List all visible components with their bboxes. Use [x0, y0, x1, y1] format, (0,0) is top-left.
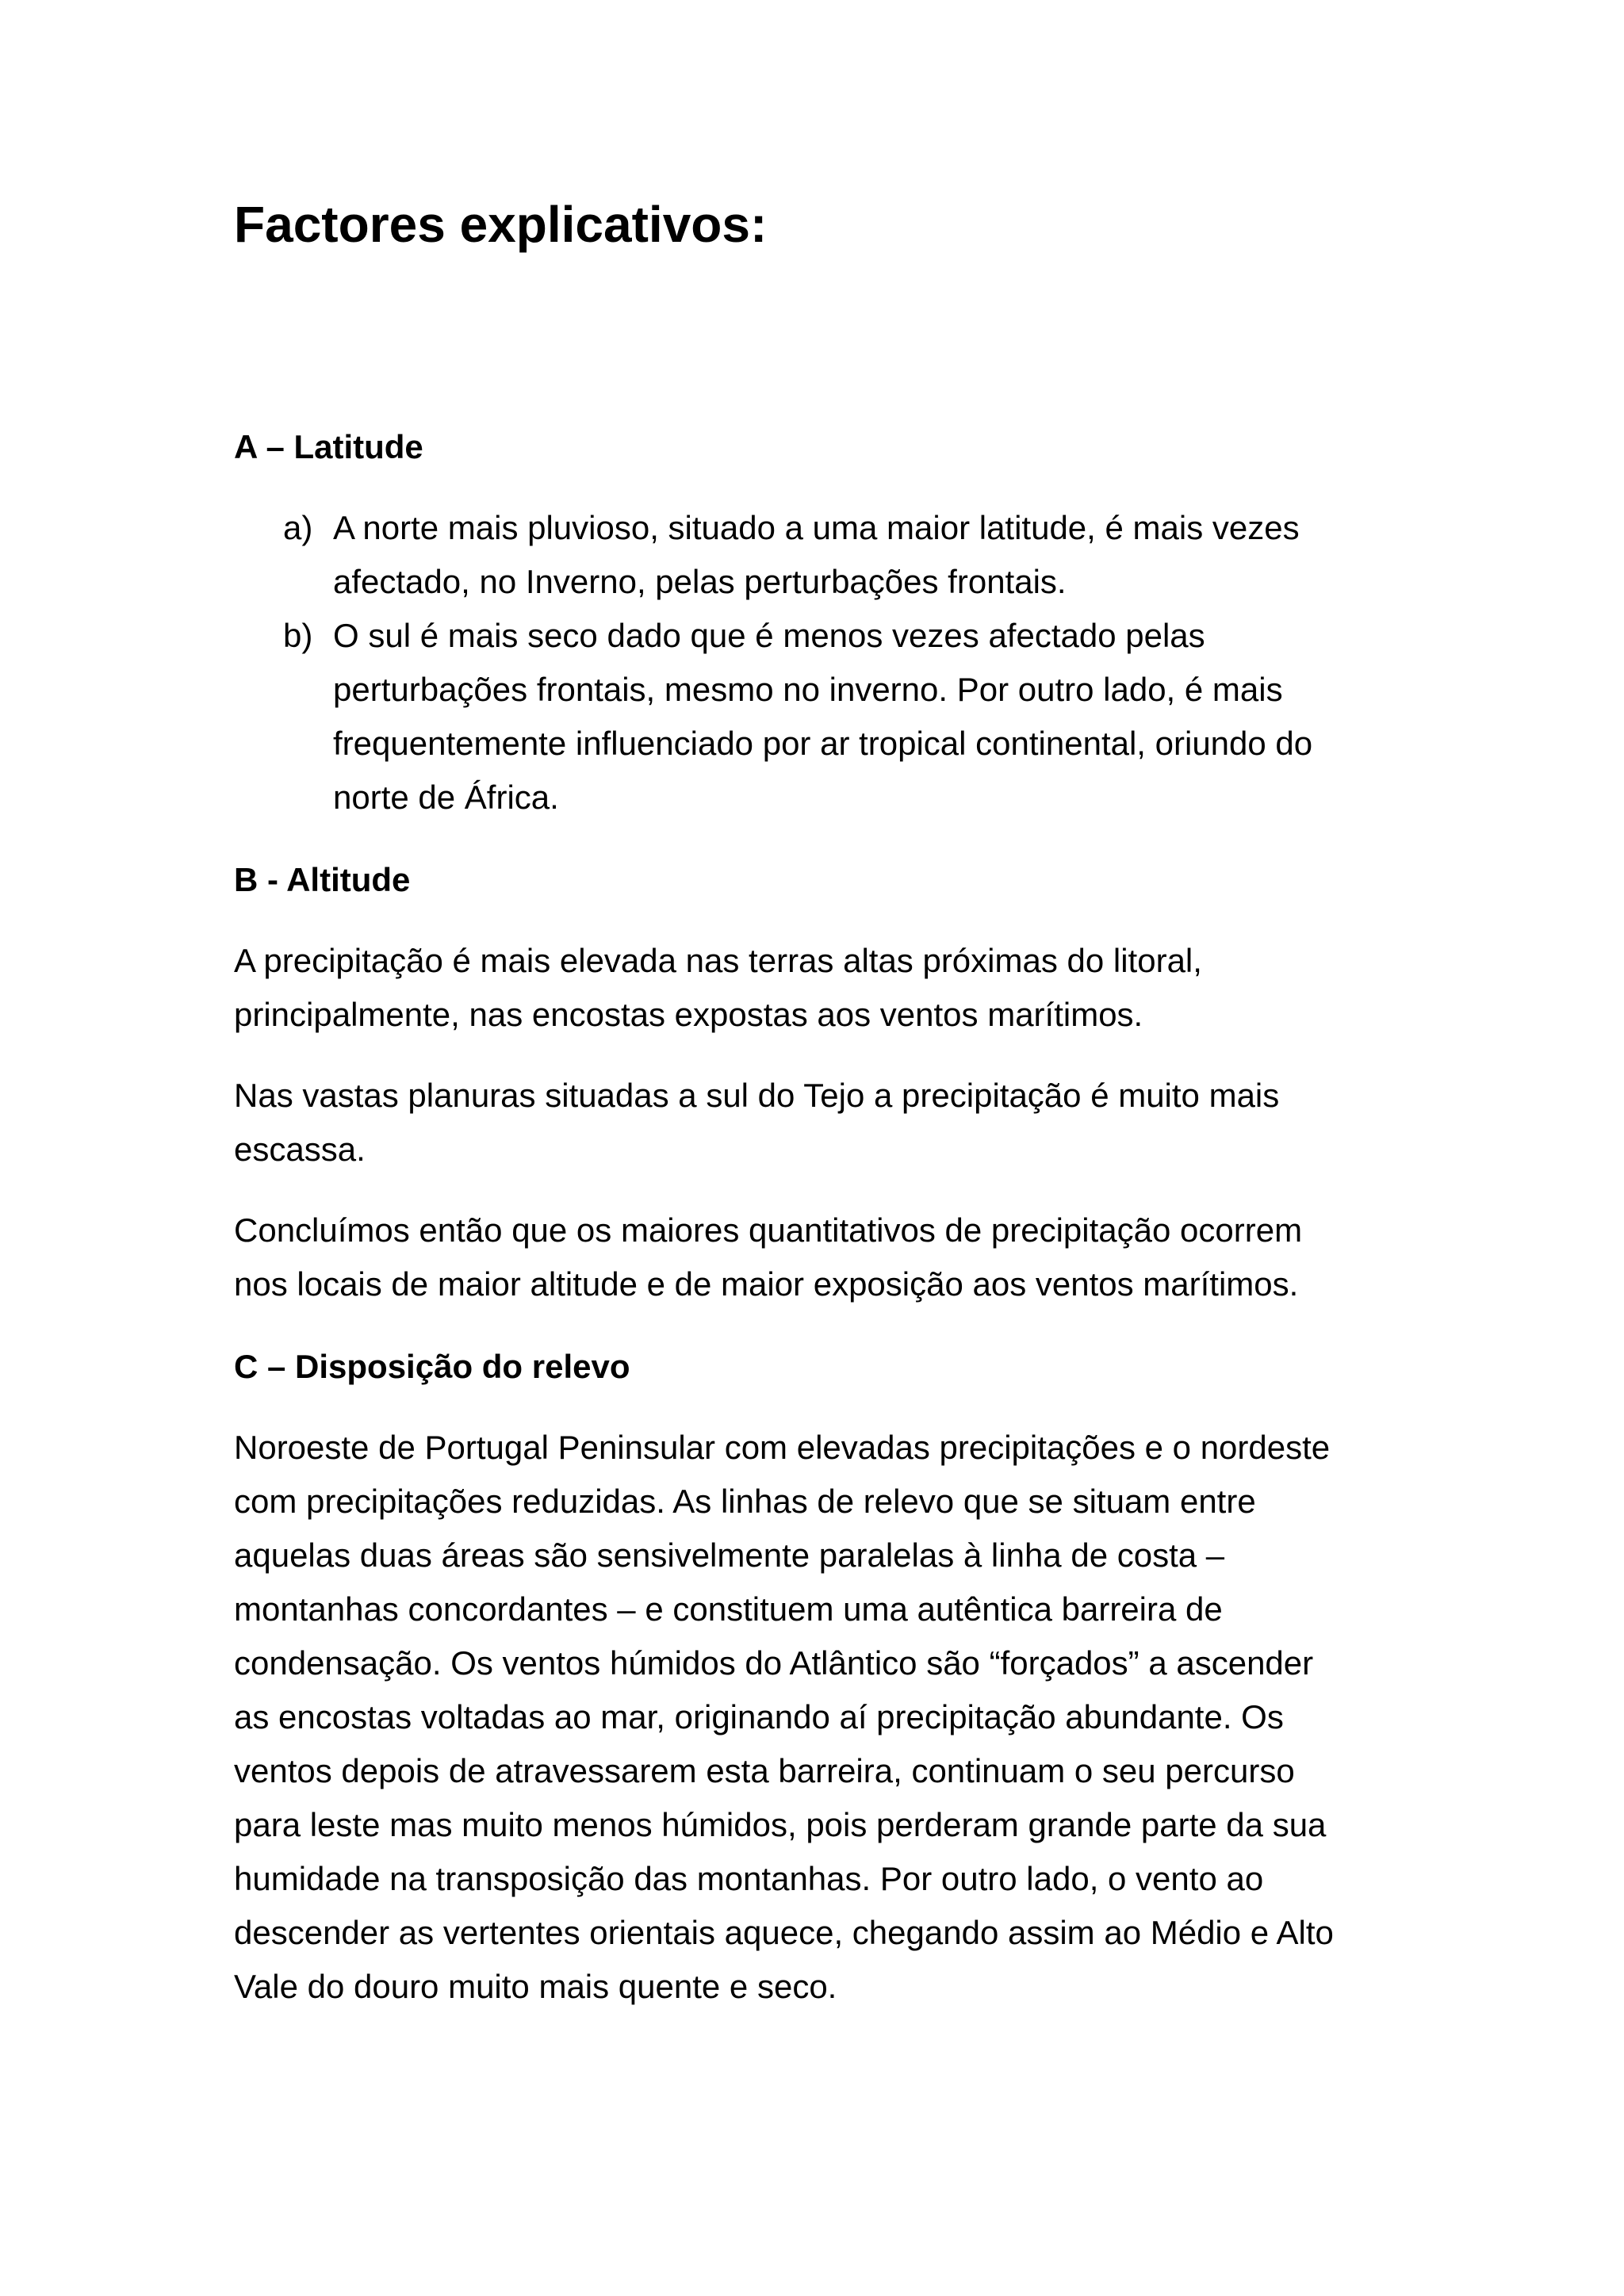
list-item	[234, 501, 1423, 609]
paragraph-line: as encostas voltadas ao mar, originando aí precipitação abundante. Os	[234, 1698, 1284, 1735]
list-item-line: O sul é mais seco dado que é menos vezes afectado pelas	[333, 617, 1205, 654]
paragraph-line: Concluímos então que os maiores quantitativos de precipitação ocorrem	[234, 1211, 1303, 1249]
list-item-line: perturbações frontais, mesmo no inverno. Por outro lado, é mais	[333, 671, 1283, 708]
paragraph-line: humidade na transposição das montanhas. Por outro lado, o vento ao	[234, 1860, 1264, 1897]
list-item-line: afectado, no Inverno, pelas perturbações frontais.	[333, 563, 1067, 600]
paragraph-line: aquelas duas áreas são sensivelmente paralelas à linha de costa –	[234, 1536, 1225, 1574]
list-marker: b)	[283, 617, 313, 654]
page-title: Factores explicativos:	[234, 196, 768, 253]
list-item	[234, 609, 1423, 825]
section-heading-relief: C – Disposição do relevo	[234, 1348, 630, 1385]
section-heading-latitude: A – Latitude	[234, 428, 423, 465]
paragraph-line: Noroeste de Portugal Peninsular com elevadas precipitações e o nordeste	[234, 1429, 1331, 1466]
paragraph	[234, 1203, 1423, 1311]
paragraph-line: ventos depois de atravessarem esta barreira, continuam o seu percurso	[234, 1752, 1295, 1789]
paragraph-line: para leste mas muito menos húmidos, pois perderam grande parte da sua	[234, 1806, 1327, 1843]
paragraph	[234, 934, 1423, 1042]
paragraph-line: condensação. Os ventos húmidos do Atlântico são “forçados” a ascender	[234, 1644, 1314, 1682]
paragraph-line: Nas vastas planuras situadas a sul do Tejo a precipitação é muito mais	[234, 1077, 1280, 1114]
paragraph-line: com precipitações reduzidas. As linhas de relevo que se situam entre	[234, 1483, 1256, 1520]
section-heading-altitude: B - Altitude	[234, 861, 411, 898]
paragraph-line: principalmente, nas encostas expostas aos ventos marítimos.	[234, 996, 1143, 1033]
paragraph-line: A precipitação é mais elevada nas terras altas próximas do litoral,	[234, 942, 1202, 979]
paragraph-line: escassa.	[234, 1131, 366, 1168]
paragraph	[234, 1421, 1423, 2014]
list-item-line: norte de África.	[333, 779, 559, 816]
list-item-line: A norte mais pluvioso, situado a uma maior latitude, é mais vezes	[333, 509, 1300, 546]
section-relief	[234, 1340, 1423, 2014]
paragraph-line: descender as vertentes orientais aquece, chegando assim ao Médio e Alto	[234, 1914, 1334, 1951]
paragraph-line: nos locais de maior altitude e de maior exposição aos ventos marítimos.	[234, 1265, 1299, 1303]
section-latitude	[234, 420, 1423, 825]
list-item-line: frequentemente influenciado por ar tropical continental, oriundo do	[333, 725, 1313, 762]
latitude-list	[234, 501, 1423, 825]
list-marker: a)	[283, 509, 313, 546]
section-altitude	[234, 853, 1423, 1311]
paragraph	[234, 1069, 1423, 1177]
paragraph-line: montanhas concordantes – e constituem uma autêntica barreira de	[234, 1590, 1223, 1628]
paragraph-line: Vale do douro muito mais quente e seco.	[234, 1968, 837, 2005]
